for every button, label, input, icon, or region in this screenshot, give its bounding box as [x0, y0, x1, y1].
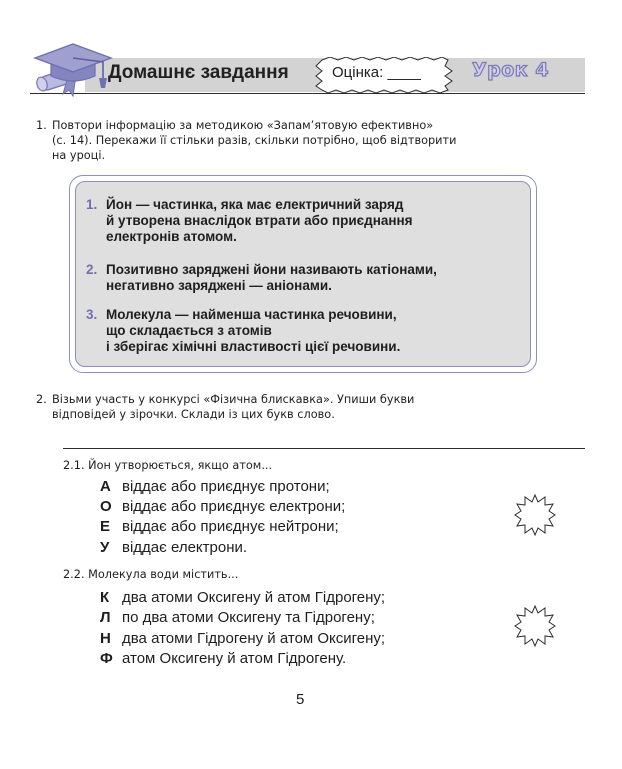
option-text: атом Оксигену й атом Гідрогену. — [122, 650, 347, 667]
task-line: Візьми участь у конкурсі «Фізична блискавка». Упиши букви — [52, 393, 415, 406]
task-number: 1. — [36, 119, 47, 132]
fact-line: електронів атомом. — [106, 229, 237, 244]
fact-number: 2. — [86, 262, 98, 277]
task-number: 2. — [36, 393, 47, 406]
option-letter: Л — [100, 609, 111, 626]
option-text: віддає або приєднує протони; — [122, 478, 330, 495]
answer-star-icon[interactable] — [514, 493, 556, 537]
section-divider — [63, 448, 585, 449]
fact-line: Молекула — найменша частинка речовини, — [106, 307, 397, 322]
answer-star-icon[interactable] — [514, 604, 556, 648]
answer-option[interactable] — [100, 478, 330, 495]
answer-option[interactable] — [100, 630, 385, 647]
option-text: віддає або приєднує нейтрони; — [122, 518, 339, 535]
option-text: два атоми Оксигену й атом Гідрогену; — [122, 589, 386, 606]
graduation-cap-diploma-icon — [33, 36, 113, 100]
fact-line: негативно заряджені — аніонами. — [106, 278, 332, 293]
grade-label: Оцінка: ____ — [332, 64, 421, 81]
answer-option[interactable] — [100, 539, 247, 556]
answer-option[interactable] — [100, 518, 339, 535]
header-rule — [30, 93, 585, 94]
task-line: відповідей у зірочки. Склади із цих букв слово. — [52, 408, 335, 421]
fact-line: й утворена внаслідок втрати або приєднання — [106, 213, 413, 228]
fact-number: 1. — [86, 197, 98, 212]
option-text: по два атоми Оксигену та Гідрогену; — [122, 609, 375, 626]
lesson-label: Урок 4 — [472, 59, 550, 81]
option-letter: О — [100, 498, 112, 515]
fact-number: 3. — [86, 307, 98, 322]
option-text: віддає або приєднує електрони; — [122, 498, 346, 515]
option-letter: Е — [100, 518, 111, 535]
option-text: віддає електрони. — [122, 539, 248, 556]
page-number: 5 — [296, 691, 305, 708]
task-line: Повтори інформацію за методикою «Запам’ятовую ефективно» — [52, 119, 434, 132]
question-prompt: 2.2. Молекула води містить... — [63, 568, 239, 581]
option-letter: А — [100, 478, 111, 495]
option-letter: У — [100, 539, 110, 556]
fact-line: і зберігає хімічні властивості цієї речовини. — [106, 339, 401, 354]
option-letter: К — [100, 589, 110, 606]
task-line: на уроці. — [52, 149, 106, 162]
option-text: два атоми Гідрогену й атом Оксигену; — [122, 630, 386, 647]
question-prompt: 2.1. Йон утворюється, якщо атом... — [63, 459, 273, 472]
answer-option[interactable] — [100, 609, 375, 626]
answer-option[interactable] — [100, 589, 385, 606]
option-letter: Ф — [100, 650, 113, 667]
fact-line: Йон — частинка, яка має електричний заряд — [106, 197, 404, 212]
answer-option[interactable] — [100, 650, 346, 667]
option-letter: Н — [100, 630, 111, 647]
task-line: (с. 14). Перекажи її стільки разів, скільки потрібно, щоб відтворити — [52, 134, 457, 147]
fact-line: що складається з атомів — [106, 323, 272, 338]
answer-option[interactable] — [100, 498, 345, 515]
homework-title: Домашнє завдання — [108, 62, 289, 83]
fact-line: Позитивно заряджені йони називають катіонами, — [106, 262, 437, 277]
